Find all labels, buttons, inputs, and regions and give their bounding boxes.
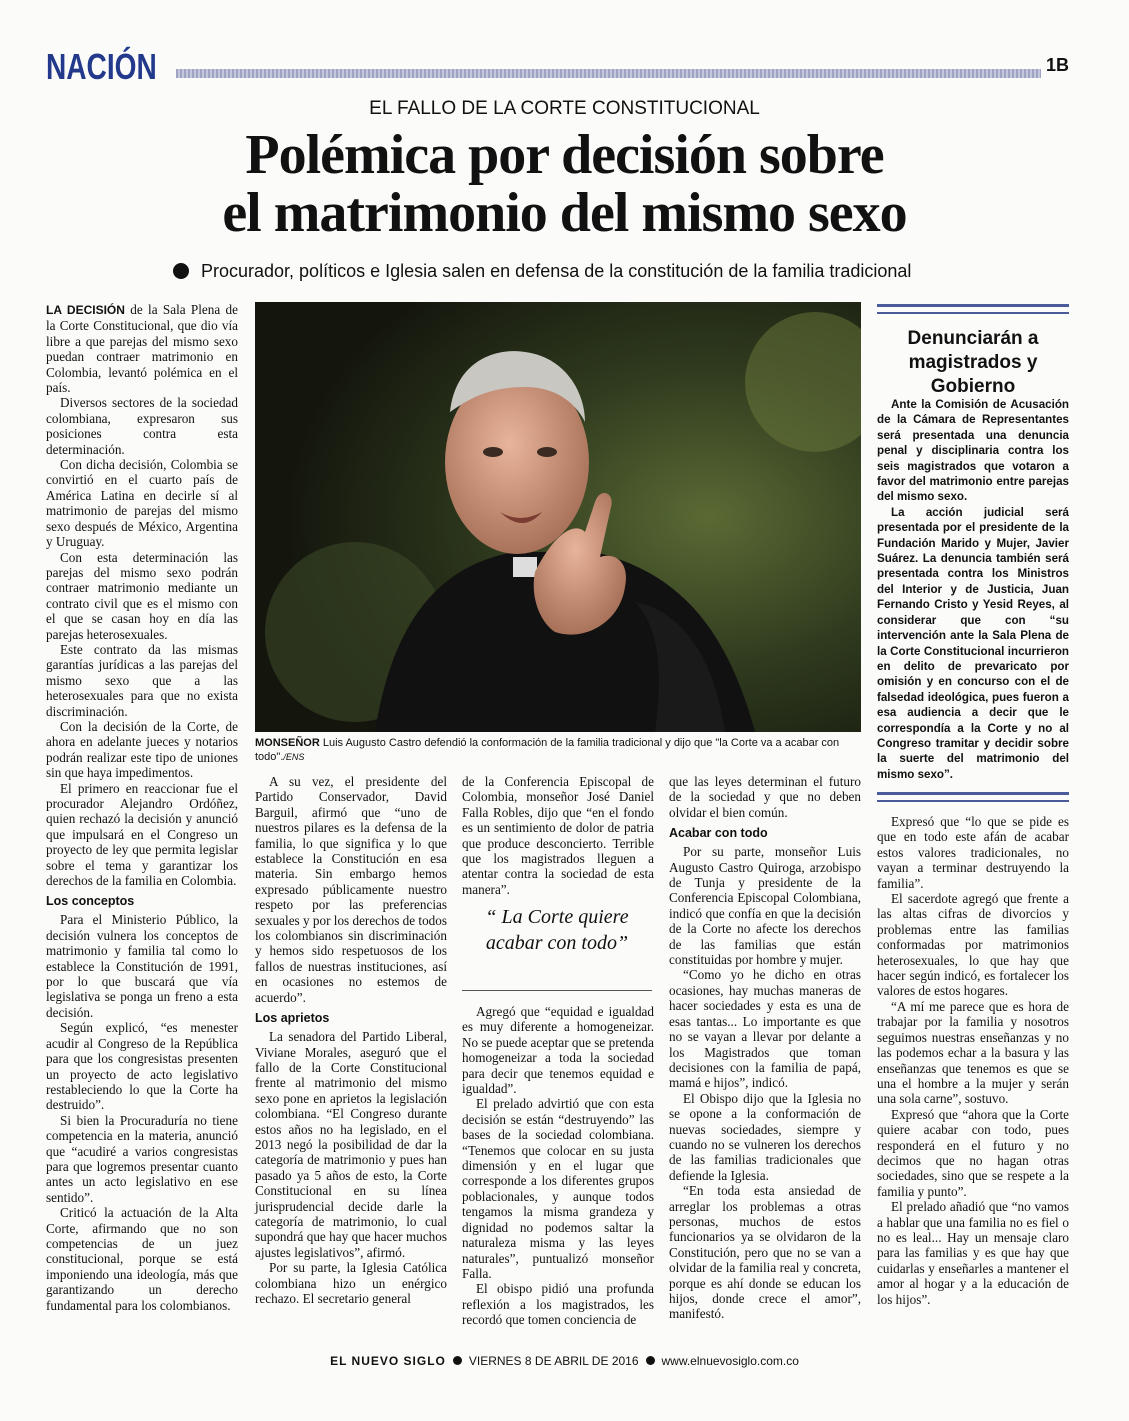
paragraph: La senadora del Partido Liberal, Viviane Morales, aseguró que el fallo de la Corte Constitucional frente al matrimonio del mismo sexo pone en aprietos la legislación colombiana. “El Congreso durante estos años no ha legislado, en el 2013 negó la posibilidad de dar la categoría de matrimonio y pues han pasado ya 5 años de esto, la Corte Constitucional en su línea jurisprudencial decide darle la categoría de matrimonio, lo cual supondrá que hay que hacer muchos ajustes legislativos”, afirmó. (255, 1029, 447, 1260)
sidebar-bottom-rule-2 (877, 800, 1069, 802)
footer-logo: EL NUEVO SIGLO (330, 1354, 446, 1368)
footer (0, 1354, 1129, 1368)
paragraph: A su vez, el presidente del Partido Conservador, David Barguil, afirmó que “uno de nuestros pilares es la defensa de la familia, lo que significa y lo que establece la Constitución en esa materia. Sin embargo hemos expresado públicamente nuestro respeto por las preferencias sexuales y por los derechos de todos los colombianos sin discriminación y hemos sido respetuosos de los fallos de nuestras instituciones, así en ocasiones no estemos de acuerdo”. (255, 774, 447, 1005)
column-5 (877, 814, 1069, 1307)
pull-quote-rule (462, 990, 652, 991)
sidebar-bottom-rule (877, 792, 1069, 795)
lead-in: LA DECISIÓN (46, 303, 125, 317)
paragraph: El obispo pidió una profunda reflexión a los magistrados, les recordó que tomen conciencia de (462, 1281, 654, 1328)
paragraph: El prelado añadió que “no vamos a hablar que una familia no es fiel o no es leal... Hay un mensaje claro para las familias y es que hay que cuidarlas y enseñarles a mantener el amor al hogar y a la educación de los hijos”. (877, 1199, 1069, 1307)
sidebar-body (877, 397, 1069, 782)
paragraph: “A mí me parece que es hora de trabajar por la familia y nosotros seguimos nuestras enseñanzas y no las podemos echar a la basura y las enseñanzas que tenemos es que se una el hombre a la mujer y serán una sola carne”, sostuvo. (877, 998, 1069, 1107)
column-3 (462, 774, 654, 897)
sidebar-top-rule-2 (877, 312, 1069, 314)
headline (0, 126, 1129, 242)
headline-line-1: Polémica por decisión sobre (245, 124, 884, 186)
photo-monsenor (255, 302, 861, 732)
paragraph (46, 302, 238, 395)
paragraph: Este contrato da las mismas garantías jurídicas a las parejas del mismo sexo que a las heterosexuales para que no exista discriminación. (46, 641, 238, 719)
paragraph: Para el Ministerio Público, la decisión vulnera los conceptos de matrimonio y familia tal como lo establece la Constitución de 1991, por lo que buscará que vía legislativa se ponga un freno a esta decisión. (46, 912, 238, 1020)
bullet-icon (646, 1356, 655, 1365)
subhead: Los conceptos (46, 894, 135, 909)
paragraph: El primero en reaccionar fue el procurador Alejandro Ordóñez, quien rechazó la decisión y anunció que impulsará en el Congreso un proyecto de ley que permita legislar sobre el tema y garantizar los derechos de la familia en Colombia. (46, 780, 238, 889)
column-1 (46, 302, 238, 1313)
headline-line-2: el matrimonio del mismo sexo (222, 182, 907, 244)
caption-lead: MONSEÑOR (255, 737, 320, 749)
paragraph: Criticó la actuación de la Alta Corte, afirmando que no son competencias de un juez constitucional, porque se está imponiendo una ideología, más que garantizando un derecho fundamental para los colombianos. (46, 1205, 238, 1313)
footer-date: VIERNES 8 DE ABRIL DE 2016 (468, 1354, 639, 1368)
deck-text: Procurador, políticos e Iglesia salen en defensa de la constitución de la familia tradicional (201, 261, 912, 281)
deck (173, 261, 911, 282)
sidebar-title: Denunciarán a magistrados y Gobierno (907, 328, 1039, 397)
paragraph: Si bien la Procuraduría no tiene competencia en la materia, anunció que “acudiré a varios congresistas para que logremos presentar cuanto antes un acto legislativo en ese sentido”. (46, 1112, 238, 1205)
sidebar-top-rule (877, 304, 1069, 307)
paragraph: Con dicha decisión, Colombia se convirtió en el cuarto país de América Latina en decirle sí al matrimonio de parejas del mismo sexo después de México, Argentina y Uruguay. (46, 457, 238, 550)
bullet-icon (173, 263, 189, 279)
paragraph: Agregó que “equidad e igualdad es muy diferente a homogeneizar. No se puede aceptar que se pretenda homogeneizar a toda la sociedad para decir que tenemos equidad e igualdad”. (462, 1004, 654, 1097)
caption-text: Luis Augusto Castro defendió la conformación de la familia tradicional y dijo que "la Corte va a acabar con todo". (255, 737, 840, 763)
subhead: Acabar con todo (669, 826, 768, 841)
page-number: 1B (1046, 55, 1070, 75)
kicker: EL FALLO DE LA CORTE CONSTITUCIONAL (369, 98, 760, 119)
column-2 (255, 774, 447, 1306)
paragraph: que las leyes determinan el futuro de la sociedad y que no deben olvidar el bien común. (669, 774, 861, 820)
section-title: NACIÓN (46, 46, 157, 87)
paragraph: Diversos sectores de la sociedad colombiana, expresaron sus posiciones contra esta determinación. (46, 395, 238, 457)
paragraph: Con la decisión de la Corte, de ahora en adelante jueces y notarios podrán realizar este tipo de uniones sin que haya impedimentos. (46, 718, 238, 781)
paragraph: de la Conferencia Episcopal de Colombia, monseñor José Daniel Falla Robles, dijo que “en el fondo es un sentimiento de dolor de patria que produce desconcierto. Terrible que los magistrados lleguen a atentar contra la sociedad de esta manera”. (462, 774, 654, 897)
paragraph: Con esta determinación las parejas del mismo sexo podrán contraer matrimonio mediante un contrato civil que es el mismo con el que se casan hoy en día las parejas heterosexuales. (46, 549, 238, 642)
column-4 (669, 774, 861, 1322)
column-3-continued (462, 1004, 654, 1328)
footer-url[interactable]: www.elnuevosiglo.com.co (661, 1354, 799, 1368)
bullet-icon (453, 1356, 462, 1365)
paragraph: El sacerdote agregó que frente a las altas cifras de divorcios y problemas entre las familias conformadas por matrimonios heterosexuales, lo que hay que hacer según indicó, es fortalecer los valores de estos hogares. (877, 891, 1069, 999)
paragraph: Ante la Comisión de Acusación de la Cámara de Representantes será presentada una denuncia penal y disciplinaria contra los seis magistrados que votaron a favor del matrimonio entre parejas del mismo sexo. (877, 398, 1069, 504)
section-rule (176, 69, 1041, 78)
paragraph: Expresó que “ahora que la Corte quiere acabar con todo, pues responderá en el futuro y no decimos que no hagan otras sociedades, sino que se respete a la familia y punto”. (877, 1106, 1069, 1199)
paragraph: El Obispo dijo que la Iglesia no se opone a la conformación de nuevas sociedades, siempre y cuando no se vulneren los derechos de las familias tradicionales que defiende la Iglesia. (669, 1090, 861, 1183)
paragraph: Por su parte, la Iglesia Católica colombiana hizo un enérgico rechazo. El secretario general (255, 1260, 447, 1306)
paragraph: Según explicó, “es menester acudir al Congreso de la República para que los congresistas presenten un proyecto de acto legislativo restableciendo lo que la Corte ha destruido”. (46, 1020, 238, 1113)
pull-quote: “ La Corte quiere acabar con todo” (485, 906, 629, 954)
paragraph: El prelado advirtió que con esta decisión se están “destruyendo” las bases de la sociedad colombiana. “Tenemos que colocar en su justa dimensión y en el lugar que corresponde a los diferentes grupos poblacionales, y aunque todos tengamos la misma grandeza y dignidad no podemos saltar la naturaleza misma y las leyes naturales”, puntualizó monseñor Falla. (462, 1096, 654, 1281)
caption-credit: /ENS (283, 752, 305, 762)
portrait-illustration (255, 302, 861, 732)
subhead: Los aprietos (255, 1011, 330, 1026)
paragraph: Expresó que “lo que se pide es que en todo este afán de acabar estos valores tradicionales, no vayan a terminar destruyendo la familia”. (877, 814, 1069, 891)
paragraph-text: de la Sala Plena de la Corte Constitucional, que dio vía libre a que parejas del mismo sexo puedan contraer matrimonio en Colombia, levantó polémica en el país. (46, 302, 238, 396)
paragraph: “En toda esta ansiedad de arreglar los problemas a otras personas, muchos de estos funcionarios ya se olvidaron de la Constitución, pero que no se van a olvidar de la familia real y concreta, porque es ahí donde se educan los hijos, donde crece el amor”, manifestó. (669, 1183, 861, 1322)
paragraph: “Como yo he dicho en otras ocasiones, hay muchas maneras de hacer sociedades y esta es una de esas tantas... Lo importante es que no se vayan a llevar por delante a los Magistrados que toman decisiones con la familia de papá, mamá e hijos”, indicó. (669, 967, 861, 1091)
paragraph: La acción judicial será presentada por el presidente de la Fundación Marido y Mujer, Javier Suárez. La denuncia también será presentada contra los Ministros del Interior y de Justicia, Juan Fernando Cristo y Yesid Reyes, al considerar que con “su intervención ante la Sala Plena de la Corte Constitucional incurrieron en delito de prevaricato por omisión y en concurso con el de falsedad ideológica, pues fueron a esa audiencia a decir que le correspondía a la Corte y no al Congreso tramitar y decidir sobre la suerte del matrimonio del mismo sexo”. (877, 505, 1069, 781)
paragraph: Por su parte, monseñor Luis Augusto Castro Quiroga, arzobispo de Tunja y presidente de la Conferencia Episcopal Colombiana, indicó que confía en que la decisión de la Corte no afecte los derechos de las familias que están constituidas por hombre y mujer. (669, 844, 861, 968)
photo-caption (255, 736, 861, 764)
